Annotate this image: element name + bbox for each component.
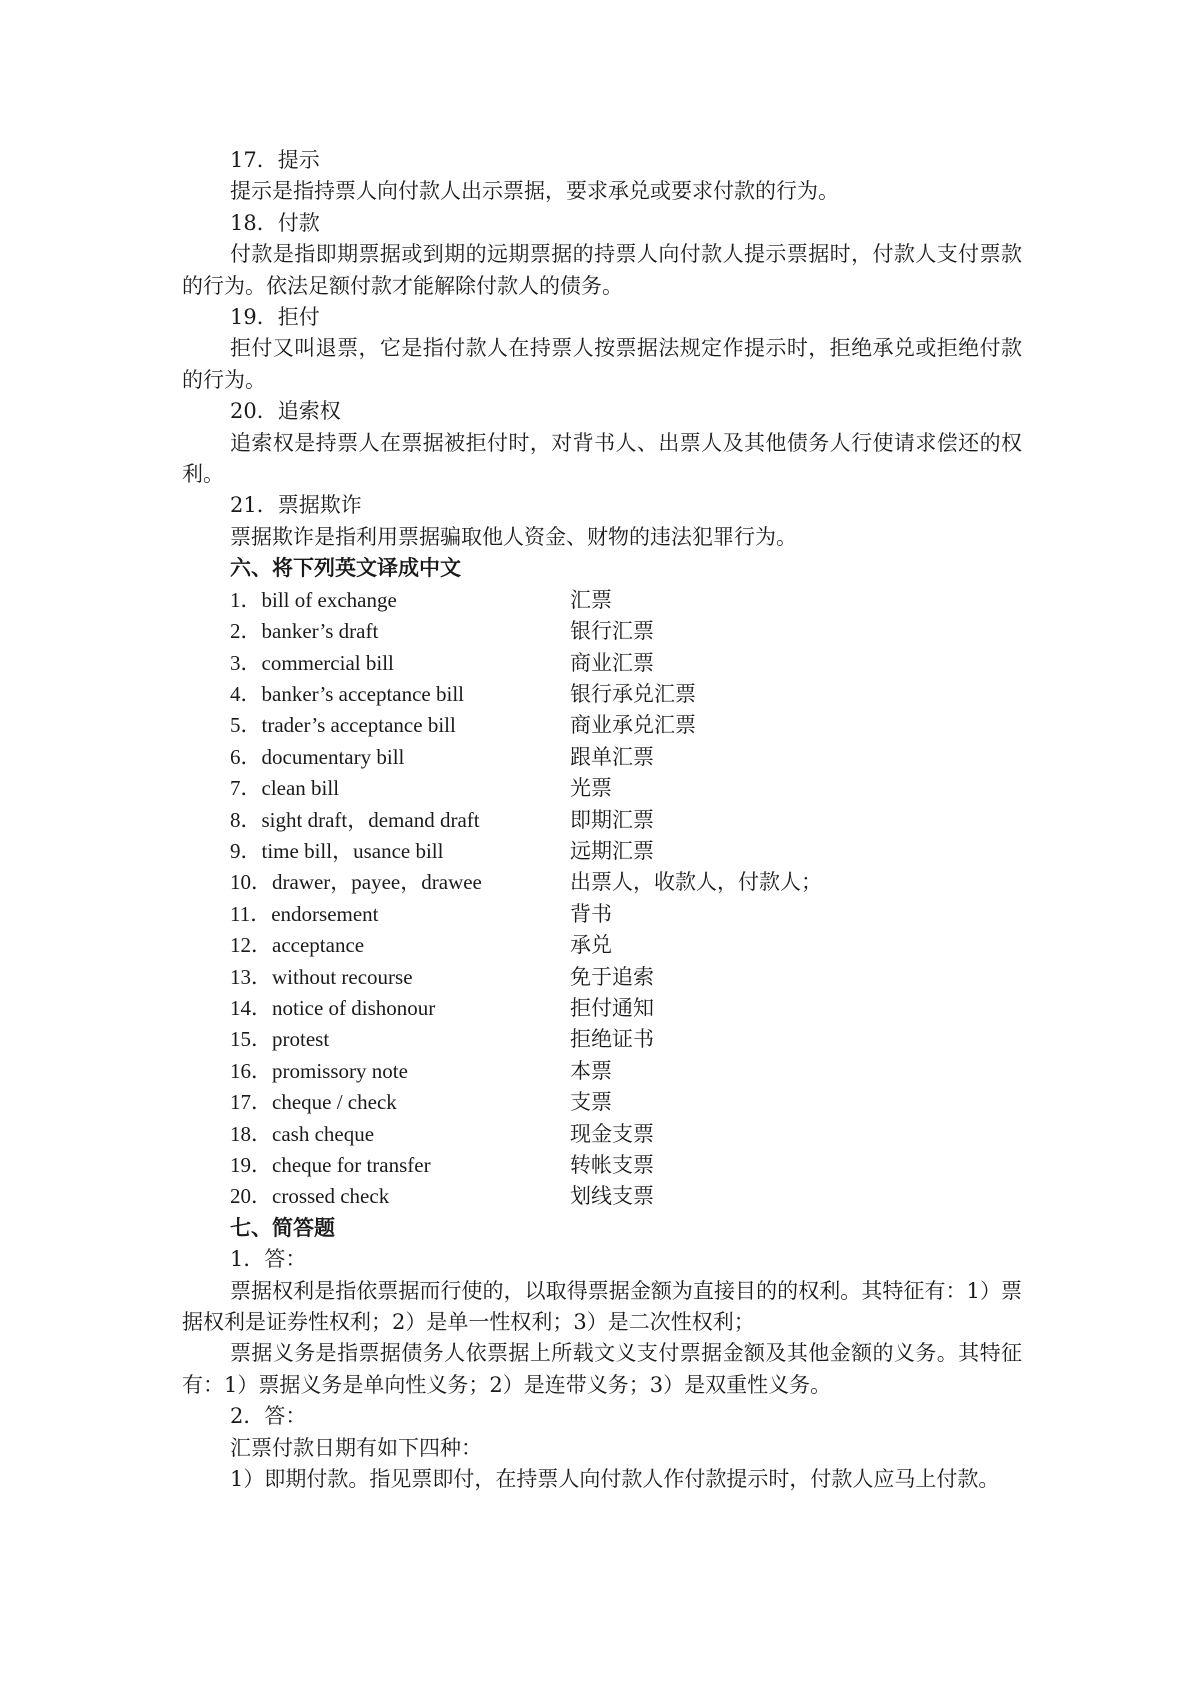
vocab-chinese: 汇票 <box>570 587 612 612</box>
vocab-english: 6．documentary bill <box>230 744 405 769</box>
answer-label: 2．答： <box>230 1404 307 1429</box>
vocab-english: 5．trader’s acceptance bill <box>230 713 456 738</box>
vocab-item <box>182 993 1022 1024</box>
vocab-item <box>182 1024 1022 1055</box>
vocab-english: 10．drawer，payee，drawee <box>230 870 482 895</box>
vocab-english: 18．cash cheque <box>230 1121 375 1146</box>
vocab-chinese: 商业汇票 <box>570 650 654 675</box>
vocab-item <box>182 805 1022 836</box>
definition-text: 付款是指即期票据或到期的远期票据的持票人向付款人提示票据时，付款人支付票款的行为。依法足额付款才能解除付款人的债务。 <box>182 242 1022 298</box>
definition-text: 拒付又叫退票，它是指付款人在持票人按票据法规定作提示时，拒绝承兑或拒绝付款的行为。 <box>182 336 1022 392</box>
vocab-chinese: 远期汇票 <box>570 838 654 863</box>
vocab-item <box>182 962 1022 993</box>
definition-title: 19．拒付 <box>230 305 320 330</box>
page-content <box>182 145 1022 1495</box>
vocab-item <box>182 1056 1022 1087</box>
vocab-item <box>182 1181 1022 1212</box>
vocab-item <box>182 742 1022 773</box>
vocab-english: 8．sight draft，demand draft <box>230 807 480 832</box>
vocab-chinese: 拒绝证书 <box>570 1027 654 1052</box>
vocab-item <box>182 585 1022 616</box>
vocab-item <box>182 867 1022 898</box>
vocab-list <box>182 585 1022 1213</box>
vocab-chinese: 转帐支票 <box>570 1153 654 1177</box>
vocab-item <box>182 1119 1022 1150</box>
definition-title: 18．付款 <box>230 210 320 235</box>
vocab-chinese: 支票 <box>570 1090 612 1115</box>
vocab-english: 12．acceptance <box>230 933 365 958</box>
vocab-english: 15．protest <box>230 1027 330 1052</box>
answer-paragraph: 票据权利是指依票据而行使的，以取得票据金额为直接目的的权利。其特征有：1）票据权利是证券性权利；2）是单一性权利；3）是二次性权利； <box>182 1278 1022 1335</box>
definition-title: 21．票据欺诈 <box>230 493 362 518</box>
answer-label: 1．答： <box>230 1247 307 1272</box>
vocab-chinese: 银行汇票 <box>570 619 654 644</box>
vocab-chinese: 拒付通知 <box>570 995 654 1020</box>
vocab-english: 4．banker’s acceptance bill <box>230 681 465 706</box>
vocab-english: 14．notice of dishonour <box>230 995 436 1020</box>
answer-paragraph: 汇票付款日期有如下四种： <box>230 1435 482 1460</box>
vocab-chinese: 划线支票 <box>570 1184 654 1209</box>
section-seven-heading: 七、简答题 <box>230 1215 335 1240</box>
vocab-chinese: 承兑 <box>570 933 612 958</box>
vocab-chinese: 现金支票 <box>570 1121 654 1146</box>
vocab-item <box>182 930 1022 961</box>
vocab-chinese: 出票人，收款人，付款人； <box>570 870 822 895</box>
section-six-heading: 六、将下列英文译成中文 <box>230 556 461 581</box>
vocab-item <box>182 1150 1022 1181</box>
vocab-chinese: 本票 <box>570 1058 612 1083</box>
vocab-english: 19．cheque for transfer <box>230 1153 431 1177</box>
vocab-english: 2．banker’s draft <box>230 619 379 644</box>
vocab-english: 16．promissory note <box>230 1058 408 1083</box>
vocab-chinese: 免于追索 <box>570 964 654 989</box>
vocab-item <box>182 710 1022 741</box>
definition-title: 20．追索权 <box>230 399 341 424</box>
vocab-item <box>182 899 1022 930</box>
vocab-item <box>182 1087 1022 1118</box>
vocab-item <box>182 836 1022 867</box>
vocab-english: 17．cheque / check <box>230 1090 397 1115</box>
vocab-item <box>182 773 1022 804</box>
vocab-chinese: 商业承兑汇票 <box>570 713 696 738</box>
vocab-chinese: 即期汇票 <box>570 807 654 832</box>
vocab-english: 1．bill of exchange <box>230 587 397 612</box>
vocab-chinese: 光票 <box>570 776 612 801</box>
vocab-english: 20．crossed check <box>230 1184 390 1209</box>
vocab-chinese: 背书 <box>570 901 612 926</box>
definition-text: 追索权是持票人在票据被拒付时，对背书人、出票人及其他债务人行使请求偿还的权利。 <box>182 430 1022 487</box>
answer-paragraph: 票据义务是指票据债务人依票据上所载文义支付票据金额及其他金额的义务。其特征有：1）票据义务是单向性义务；2）是连带义务；3）是双重性义务。 <box>182 1341 1022 1397</box>
vocab-english: 9．time bill，usance bill <box>230 838 444 863</box>
vocab-item <box>182 648 1022 679</box>
vocab-english: 7．clean bill <box>230 776 340 801</box>
vocab-english: 3．commercial bill <box>230 650 394 675</box>
vocab-chinese: 银行承兑汇票 <box>570 681 696 706</box>
vocab-item <box>182 679 1022 710</box>
definition-text: 票据欺诈是指利用票据骗取他人资金、财物的违法犯罪行为。 <box>230 524 797 549</box>
vocab-english: 13．without recourse <box>230 964 413 989</box>
definition-text: 提示是指持票人向付款人出示票据，要求承兑或要求付款的行为。 <box>230 179 839 204</box>
vocab-item <box>182 616 1022 647</box>
definition-title: 17．提示 <box>230 148 320 172</box>
vocab-english: 11．endorsement <box>230 901 379 926</box>
answer-paragraph: 1）即期付款。指见票即付，在持票人向付款人作付款提示时，付款人应马上付款。 <box>230 1467 1000 1492</box>
vocab-chinese: 跟单汇票 <box>570 744 654 769</box>
